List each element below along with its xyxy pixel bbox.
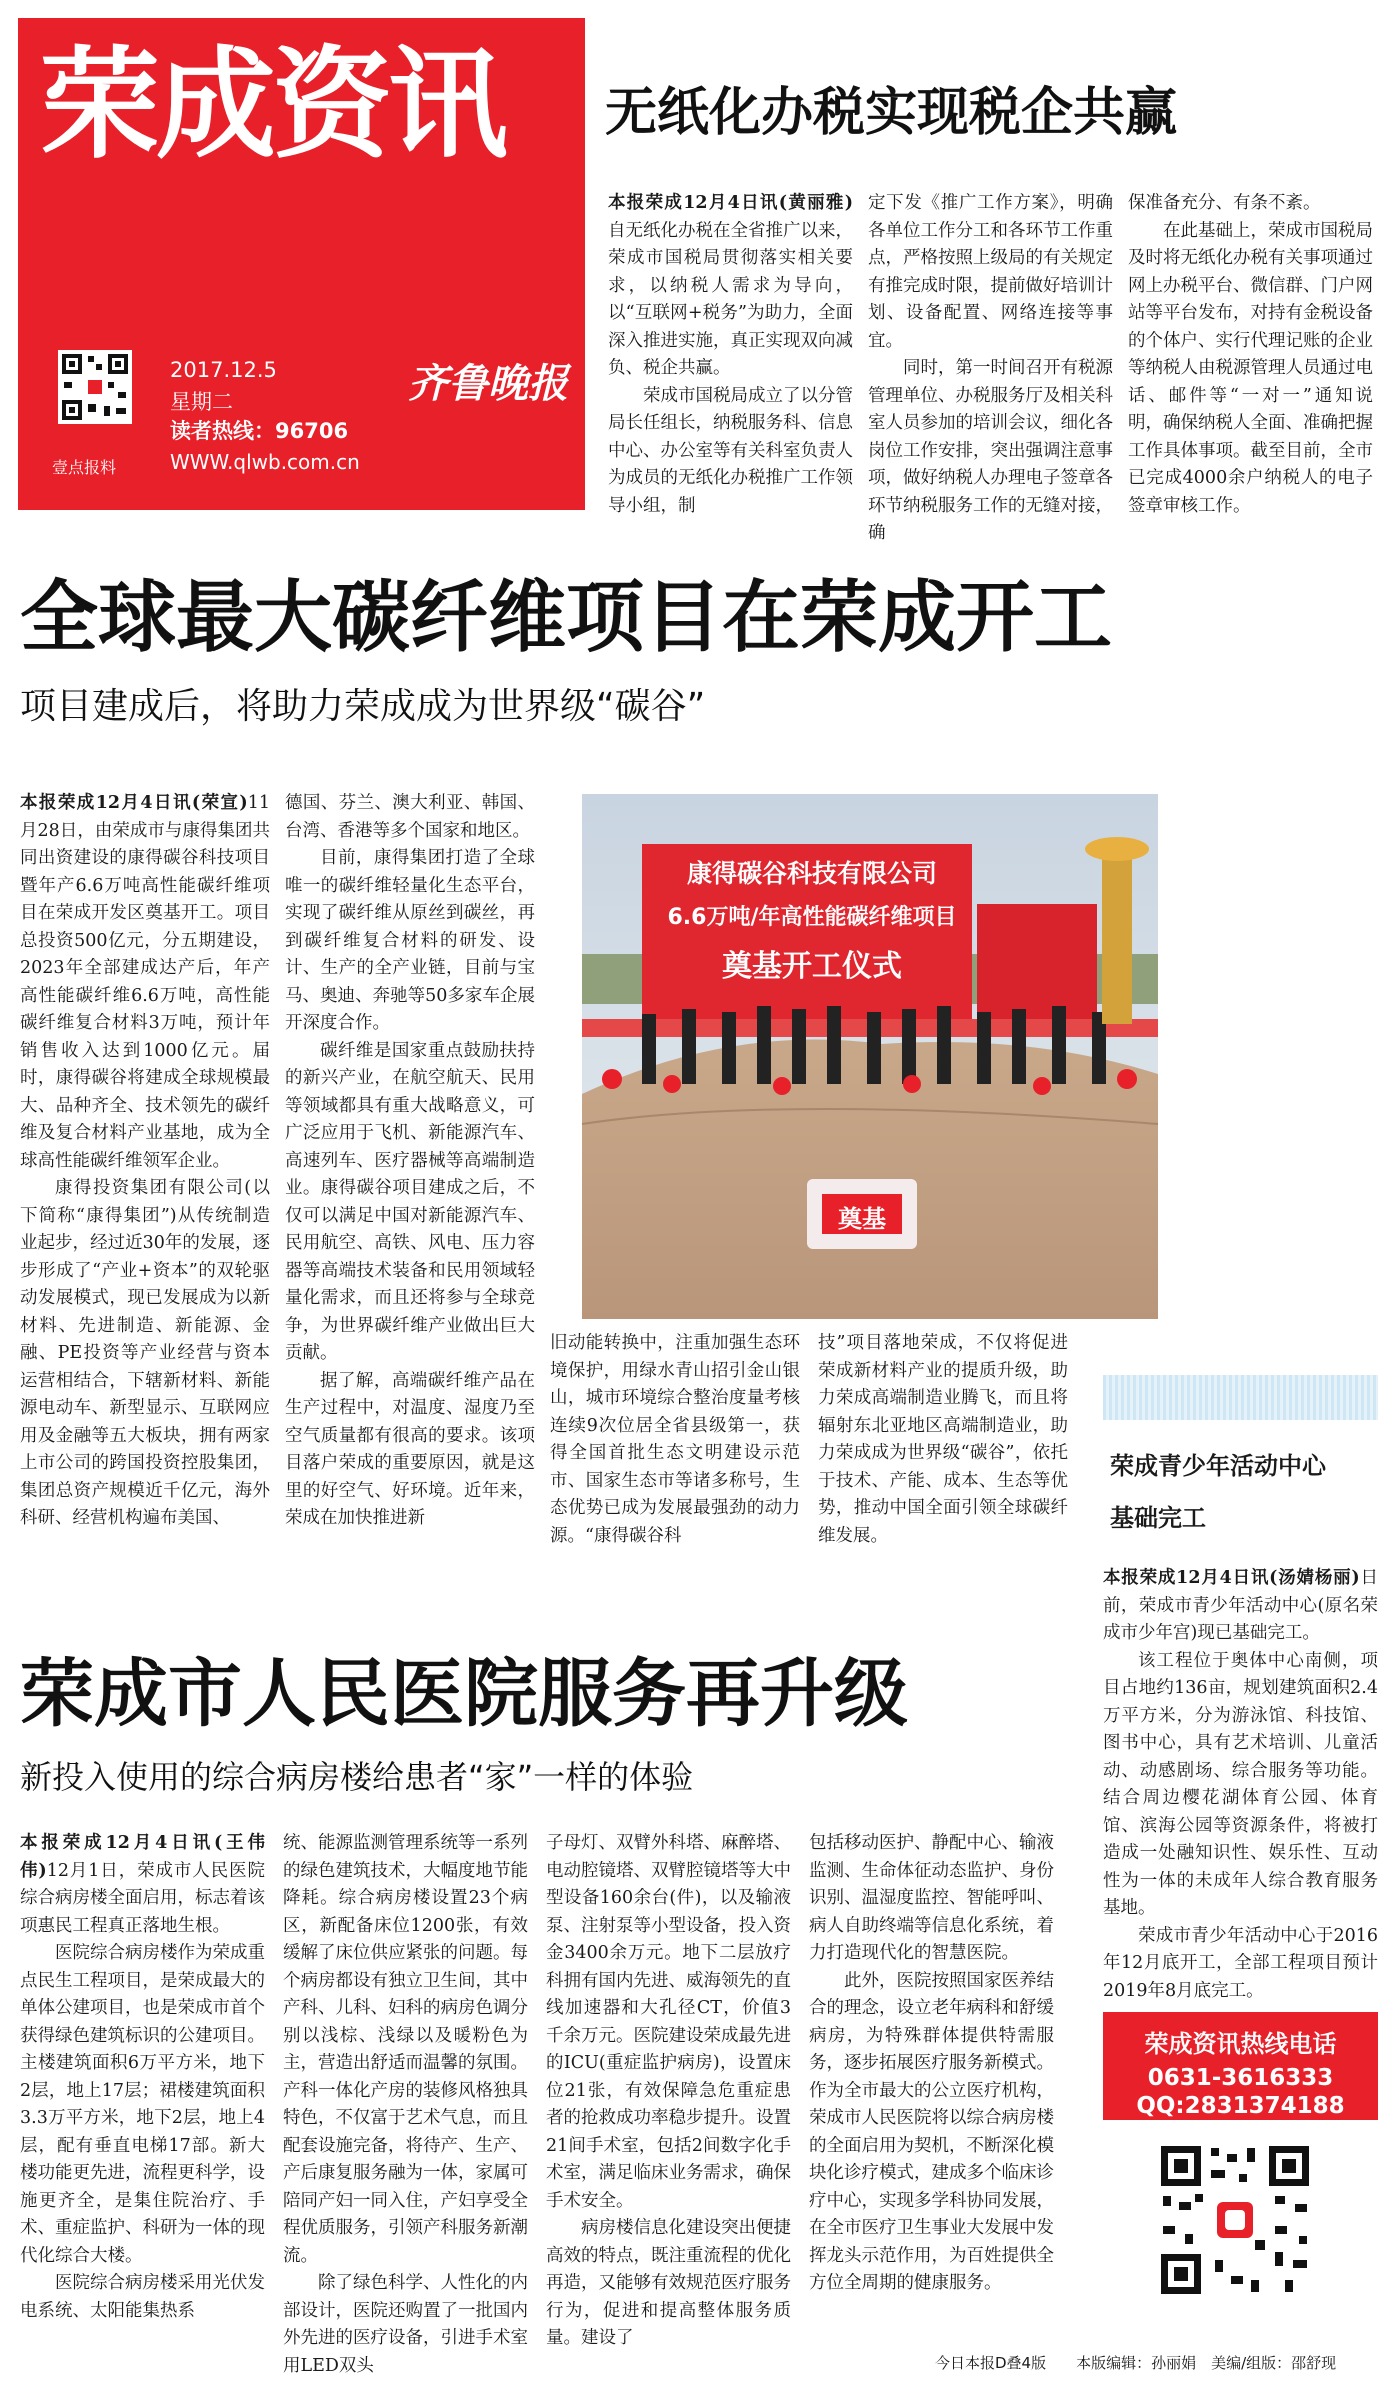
paragraph: 病房楼信息化建设突出便捷高效的特点，既注重流程的优化再造，又能够有效规范医疗服务行为，促进和提高整体服务质量。建设了 (546, 2218, 791, 2348)
story2-source: 本报荣成12月4日讯(荣宣) (20, 793, 248, 813)
paper-logo: 齐鲁晚报 (408, 360, 568, 407)
paragraph: 12月1日，荣成市人民医院综合病房楼全面启用，标志着该项惠民工程真正落地生根。 (20, 1860, 266, 1936)
story4-headline-line1: 荣成青少年活动中心 (1110, 1452, 1326, 1480)
paragraph: 荣成市青少年活动中心于2016年12月底开工，全部工程项目预计2019年8月底完工。 (1103, 1925, 1378, 2001)
website: WWW.qlwb.com.cn (170, 450, 360, 474)
paragraph: 据了解，高端碳纤维产品在生产过程中，对温度、湿度乃至空气质量都有很高的要求。该项目落户荣成的重要原因，就是这里的好空气、好环境。近年来，荣成在加快推进新 (285, 1370, 535, 1528)
banner-line2: 6.6万吨/年高性能碳纤维项目 (667, 905, 957, 930)
hotline-phone: 0631-3616333 (1147, 2065, 1334, 2091)
story3-subheadline: 新投入使用的综合病房楼给患者“家”一样的体验 (20, 1758, 694, 1796)
story3-col3 (546, 1830, 791, 2348)
paragraph: 碳纤维是国家重点鼓励扶持的新兴产业，在航空航天、民用等领域都具有重大战略意义，可广泛应用于飞机、新能源汽车、高速列车、医疗器械等高端制造业。康得碳谷项目建成之后，不仅可以满足中国对新能源汽车、民用航空、高铁、风电、压力容器等高端技术装备和民用领域轻量化需求，而且还将参与全球竞争，为世界碳纤维产业做出巨大贡献。 (285, 1040, 535, 1363)
masthead-title: 荣成资讯 (40, 34, 504, 175)
story2-col2 (285, 790, 535, 1570)
story3-headline: 荣成市人民医院服务再升级 (20, 1651, 908, 1737)
paragraph: 该工程位于奥体中心南侧，项目占地约136亩，规划建筑面积2.4万平方米，分为游泳馆、科技馆、图书中心，具有艺术培训、儿童活动、动感剧场、综合服务等功能。结合周边樱花湖体育公园、体育馆、滨海公园等资源条件，将被打造成一处融知识性、娱乐性、互动性为一体的未成年人综合教育服务基地。 (1103, 1650, 1378, 1918)
issue-weekday: 星期二 (170, 389, 233, 414)
qr-caption: 壹点报料 (52, 458, 117, 477)
story2-col3 (550, 1330, 800, 1575)
hotline-box (1103, 2012, 1378, 2120)
paragraph: 包括移动医护、静配中心、输液监测、生命体征动态监护、身份识别、温湿度监控、智能呼叫、病人自助终端等信息化系统，着力打造现代化的智慧医院。 (809, 1833, 1054, 1963)
story3-col2 (283, 1830, 528, 2376)
paragraph: 11月28日，由荣成市与康得集团共同出资建设的康得碳谷科技项目暨年产6.6万吨高性能碳纤维项目在荣成开发区奠基开工。项目总投资500亿元，分五期建设，2023年全部建成达产后，年产高性能碳纤维6.6万吨，高性能碳纤维复合材料3万吨，预计年销售收入达到1000亿元。届时，康得碳谷将建成全球规模最大、品种齐全、技术领先的碳纤维及复合材料产业基地，成为全球高性能碳纤维领军企业。 (20, 793, 270, 1171)
paragraph: 保准备充分、有条不紊。 (1128, 193, 1321, 213)
hotline-qq: QQ:2831374188 (1136, 2093, 1345, 2119)
paragraph: 旧动能转换中，注重加强生态环境保护，用绿水青山招引金山银山，城市环境综合整治度量考核连续9次位居全省县级第一，获得全国首批生态文明建设示范市、国家生态市等诸多称号，生态优势已成为发展最强劲的动力源。“康得碳谷科 (550, 1333, 800, 1546)
story4-body (1103, 1565, 1378, 2000)
paragraph: 除了绿色科学、人性化的内部设计，医院还购置了一批国内外先进的医疗设备，引进手术室用LED双头 (283, 2273, 528, 2376)
paragraph: 同时，第一时间召开有税源管理单位、办税服务厅及相关科室人员参加的培训会议，细化各岗位工作安排，突出强调注意事项，做好纳税人办理电子签章各环节纳税服务工作的无缝对接，确 (868, 358, 1113, 543)
hotline-title: 荣成资讯热线电话 (1144, 2030, 1337, 2058)
story1-col3 (1128, 190, 1373, 516)
story2-col1 (20, 790, 270, 1570)
story1-source: 本报荣成12月4日讯(黄丽雅) (608, 193, 853, 213)
reader-hotline: 读者热线：96706 (170, 419, 349, 443)
paragraph: 自无纸化办税在全省推广以来，荣成市国税局贯彻落实相关要求，以纳税人需求为导向，以“互联网+税务”为助力，全面深入推进实施，真正实现双向减负、税企共赢。 (608, 220, 853, 378)
story3-source: 本报荣成12月4日讯(王伟伟) (20, 1833, 265, 1881)
paragraph: 此外，医院按照国家医养结合的理念，设立老年病科和舒缓病房，为特殊群体提供特需服务，逐步拓展医疗服务新模式。作为全市最大的公立医疗机构，荣成市人民医院将以综合病房楼的全面启用为契机，不断深化模块化诊疗模式，建成多个临床诊疗中心，实现多学科协同发展，在全市医疗卫生事业大发展中发挥龙头示范作用，为百姓提供全方位全周期的健康服务。 (809, 1970, 1054, 2293)
wechat-qr-code (1155, 2140, 1315, 2300)
story4-headline-line2: 基础完工 (1110, 1504, 1206, 1532)
paragraph: 德国、芬兰、澳大利亚、韩国、台湾、香港等多个国家和地区。 (285, 793, 535, 841)
groundbreaking-photo (582, 794, 1158, 1319)
paragraph: 日前，荣成市青少年活动中心(原名荣成市少年宫)现已基础完工。 (1103, 1568, 1378, 1643)
paragraph: 统、能源监测管理系统等一系列的绿色建筑技术，大幅度地节能降耗。综合病房楼设置23个病区，新配备床位1200张，有效缓解了床位供应紧张的问题。每个病房都设有独立卫生间，其中产科、儿科、妇科的病房色调分别以浅棕、浅绿以及暖粉色为主，营造出舒适而温馨的氛围。产科一体化产房的装修风格独具特色，不仅富于艺术气息，而且配套设施完备，将待产、生产、产后康复服务融为一体，家属可陪同产妇一同入住，产妇享受全程优质服务，引领产科服务新潮流。 (283, 1833, 528, 2266)
story1-headline: 无纸化办税实现税企共赢 (605, 83, 1178, 143)
story1-col1 (608, 190, 853, 516)
masthead-qr-code (58, 350, 132, 424)
paragraph: 医院综合病房楼作为荣成重点民生工程项目，是荣成最大的单体公建项目，也是荣成市首个获得绿色建筑标识的公建项目。主楼建筑面积6万平方米，地下2层，地上17层；裙楼建筑面积3.3万平方米，地下2层，地上4层，配有垂直电梯17部。新大楼功能更先进，流程更科学，设施更齐全，是集住院治疗、手术、重症监护、科研为一体的现代化综合大楼。 (20, 1943, 265, 2266)
stone-text: 奠基 (838, 1205, 886, 1233)
story2-headline: 全球最大碳纤维项目在荣成开工 (20, 573, 1113, 663)
story3-col1 (20, 1830, 265, 2340)
paragraph: 医院综合病房楼采用光伏发电系统、太阳能集热系 (20, 2273, 265, 2321)
sidebar-header-band (1103, 1375, 1378, 1420)
banner-line3: 奠基开工仪式 (722, 949, 902, 984)
paragraph: 康得投资集团有限公司(以下简称“康得集团”)从传统制造业起步，经过近30年的发展，逐步形成了“产业+资本”的双轮驱动发展模式，现已发展成为以新材料、先进制造、新能源、金融、PE投资等产业经营与资本运营相结合，下辖新材料、新能源电动车、新型显示、互联网应用及金融等五大板块，拥有两家上市公司的跨国投资控股集团，集团总资产规模近千亿元，海外科研、经营机构遍布美国、 (20, 1178, 270, 1528)
story2-subheadline: 项目建成后，将助力荣成成为世界级“碳谷” (20, 686, 706, 727)
paragraph: 子母灯、双臂外科塔、麻醉塔、电动腔镜塔、双臂腔镜塔等大中型设备160余台(件)，以及输液泵、注射泵等小型设备，投入资金3400余万元。地下二层放疗科拥有国内先进、威海领先的直线加速器和大孔径CT，价值3千余万元。医院建设荣成最先进的ICU(重症监护病房)，设置床位21张，有效保障急危重症患者的抢救成功率稳步提升。设置21间手术室，包括2间数字化手术室，满足临床业务需求，确保手术安全。 (546, 1833, 791, 2211)
banner-line1: 康得碳谷科技有限公司 (686, 859, 937, 888)
paragraph: 定下发《推广工作方案》，明确各单位工作分工和各环节工作重点，严格按照上级局的有关规定有推完成时限，提前做好培训计划、设备配置、网络连接等事宜。 (868, 193, 1113, 351)
page-footer: 今日本报D叠4版 本版编辑：孙丽娟 美编/组版：邵舒现 (935, 2354, 1337, 2372)
story4-source: 本报荣成12月4日讯(汤婧杨丽) (1103, 1568, 1360, 1588)
story1-col2 (868, 190, 1113, 543)
masthead-date (170, 355, 277, 418)
paragraph: 技”项目落地荣成，不仅将促进荣成新材料产业的提质升级，助力荣成高端制造业腾飞，而且将辐射东北亚地区高端制造业，助力荣成成为世界级“碳谷”，依托于技术、产能、成本、生态等优势，推动中国全面引领全球碳纤维发展。 (818, 1333, 1068, 1546)
paragraph: 荣成市国税局成立了以分管局长任组长，纳税服务科、信息中心、办公室等有关科室负责人为成员的无纸化办税推广工作领导小组，制 (608, 385, 853, 516)
story4-headline (1110, 1440, 1380, 1544)
paragraph: 目前，康得集团打造了全球唯一的碳纤维轻量化生态平台，实现了碳纤维从原丝到碳丝，再到碳纤维复合材料的研发、设计、生产的全产业链，目前与宝马、奥迪、奔驰等50多家车企展开深度合作。 (285, 848, 535, 1033)
issue-date: 2017.12.5 (170, 358, 277, 382)
story2-col4 (818, 1330, 1068, 1575)
story3-col4 (809, 1830, 1054, 2340)
paragraph: 在此基础上，荣成市国税局及时将无纸化办税有关事项通过网上办税平台、微信群、门户网站等平台发布，对持有金税设备的个体户、实行代理记账的企业等纳税人由税源管理人员通过电话、邮件等“一对一”通知说明，确保纳税人全面、准确把握工作具体事项。截至目前，全市已完成4000余户纳税人的电子签章审核工作。 (1128, 220, 1373, 516)
